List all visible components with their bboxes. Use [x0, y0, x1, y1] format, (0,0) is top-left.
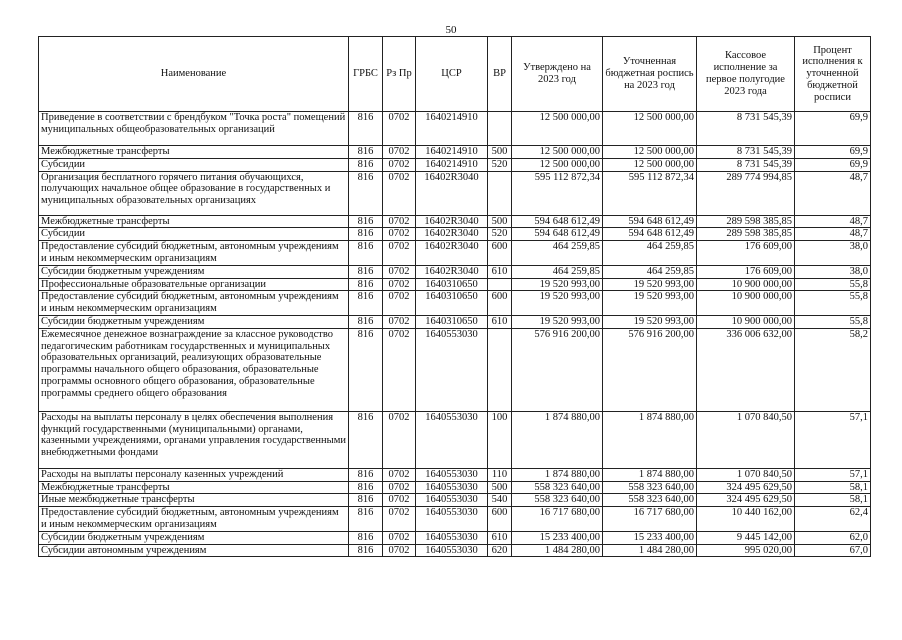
- table-row: [39, 494, 871, 507]
- row-cash: 8 731 545,39: [697, 158, 795, 171]
- row-cash: 10 440 162,00: [697, 507, 795, 532]
- row-name: Расходы на выплаты персоналу казенных учреждений: [39, 468, 349, 481]
- row-name: Межбюджетные трансферты: [39, 481, 349, 494]
- row-vr: [488, 278, 512, 291]
- col-header-rzpr: Рз Пр: [383, 37, 416, 112]
- row-csr: 16402R3040: [416, 228, 488, 241]
- row-cash: 10 900 000,00: [697, 291, 795, 316]
- row-grbs: 816: [349, 241, 383, 266]
- row-approved: 1 484 280,00: [512, 544, 603, 557]
- row-vr: 610: [488, 315, 512, 328]
- table-row: [39, 228, 871, 241]
- table-row: [39, 544, 871, 557]
- table-row: [39, 241, 871, 266]
- row-name: Ежемесячное денежное вознаграждение за классное руководство педагогическим работникам государственных и муниципальных образовательных организаций, реализующих образовательные программы начального общего образования, образовательные программы основного общего образования, образовательные программы среднего общего образования: [39, 328, 349, 411]
- row-csr: 1640553030: [416, 544, 488, 557]
- row-rzpr: 0702: [383, 278, 416, 291]
- row-name: Субсидии: [39, 158, 349, 171]
- row-csr: 1640553030: [416, 468, 488, 481]
- row-refined: 19 520 993,00: [603, 315, 697, 328]
- row-refined: 1 484 280,00: [603, 544, 697, 557]
- col-header-percent: Процент исполнения к уточненной бюджетной росписи: [795, 37, 871, 112]
- row-vr: 600: [488, 507, 512, 532]
- row-grbs: 816: [349, 291, 383, 316]
- row-cash: 289 598 385,85: [697, 228, 795, 241]
- row-csr: 1640214910: [416, 158, 488, 171]
- row-cash: 289 774 994,85: [697, 171, 795, 215]
- row-rzpr: 0702: [383, 291, 416, 316]
- row-vr: 540: [488, 494, 512, 507]
- table-row: [39, 146, 871, 159]
- row-cash: 8 731 545,39: [697, 112, 795, 146]
- row-cash: 8 731 545,39: [697, 146, 795, 159]
- row-name: Субсидии: [39, 228, 349, 241]
- row-grbs: 816: [349, 411, 383, 468]
- row-cash: 176 609,00: [697, 241, 795, 266]
- row-grbs: 816: [349, 468, 383, 481]
- table-row: [39, 507, 871, 532]
- table-row: [39, 315, 871, 328]
- row-percent: 48,7: [795, 228, 871, 241]
- row-cash: 289 598 385,85: [697, 215, 795, 228]
- table-row: [39, 328, 871, 411]
- row-refined: 1 874 880,00: [603, 411, 697, 468]
- row-refined: 16 717 680,00: [603, 507, 697, 532]
- row-grbs: 816: [349, 278, 383, 291]
- row-csr: 1640214910: [416, 146, 488, 159]
- row-vr: 110: [488, 468, 512, 481]
- table-row: [39, 291, 871, 316]
- table-row: [39, 171, 871, 215]
- row-grbs: 816: [349, 531, 383, 544]
- row-name: Расходы на выплаты персоналу в целях обеспечения выполнения функций государственными (муниципальными) органами, казенными учреждениями, органами управления государственными внебюджетными фондами: [39, 411, 349, 468]
- row-csr: 1640310650: [416, 315, 488, 328]
- row-name: Предоставление субсидий бюджетным, автономным учреждениям и иным некоммерческим организациям: [39, 241, 349, 266]
- row-cash: 10 900 000,00: [697, 315, 795, 328]
- row-rzpr: 0702: [383, 468, 416, 481]
- table-row: [39, 468, 871, 481]
- row-refined: 558 323 640,00: [603, 481, 697, 494]
- row-refined: 12 500 000,00: [603, 146, 697, 159]
- row-csr: 16402R3040: [416, 241, 488, 266]
- row-percent: 48,7: [795, 215, 871, 228]
- row-csr: 16402R3040: [416, 265, 488, 278]
- row-percent: 69,9: [795, 158, 871, 171]
- row-rzpr: 0702: [383, 215, 416, 228]
- row-vr: 610: [488, 265, 512, 278]
- row-refined: 558 323 640,00: [603, 494, 697, 507]
- row-cash: 10 900 000,00: [697, 278, 795, 291]
- row-csr: 1640310650: [416, 291, 488, 316]
- row-approved: 12 500 000,00: [512, 146, 603, 159]
- row-name: Предоставление субсидий бюджетным, автономным учреждениям и иным некоммерческим организациям: [39, 291, 349, 316]
- row-percent: 48,7: [795, 171, 871, 215]
- row-approved: 19 520 993,00: [512, 291, 603, 316]
- row-refined: 576 916 200,00: [603, 328, 697, 411]
- row-rzpr: 0702: [383, 544, 416, 557]
- row-vr: 500: [488, 146, 512, 159]
- row-grbs: 816: [349, 228, 383, 241]
- row-approved: 464 259,85: [512, 241, 603, 266]
- table-row: [39, 215, 871, 228]
- row-refined: 15 233 400,00: [603, 531, 697, 544]
- row-rzpr: 0702: [383, 171, 416, 215]
- table-row: [39, 112, 871, 146]
- col-header-csr: ЦСР: [416, 37, 488, 112]
- row-name: Организация бесплатного горячего питания обучающихся, получающих начальное общее образование в государственных и муниципальных образовательных организациях: [39, 171, 349, 215]
- row-rzpr: 0702: [383, 112, 416, 146]
- row-approved: 15 233 400,00: [512, 531, 603, 544]
- header-row: [39, 37, 871, 112]
- page-number: 50: [445, 24, 457, 36]
- row-percent: 55,8: [795, 315, 871, 328]
- row-name: Межбюджетные трансферты: [39, 215, 349, 228]
- row-approved: 12 500 000,00: [512, 112, 603, 146]
- row-grbs: 816: [349, 265, 383, 278]
- row-name: Межбюджетные трансферты: [39, 146, 349, 159]
- row-approved: 464 259,85: [512, 265, 603, 278]
- row-csr: 1640214910: [416, 112, 488, 146]
- col-header-refined: Уточненная бюджетная роспись на 2023 год: [603, 37, 697, 112]
- row-rzpr: 0702: [383, 507, 416, 532]
- row-rzpr: 0702: [383, 328, 416, 411]
- table-row: [39, 158, 871, 171]
- col-header-grbs: ГРБС: [349, 37, 383, 112]
- row-vr: 620: [488, 544, 512, 557]
- row-grbs: 816: [349, 146, 383, 159]
- row-vr: 100: [488, 411, 512, 468]
- row-approved: 594 648 612,49: [512, 228, 603, 241]
- row-csr: 1640553030: [416, 328, 488, 411]
- row-percent: 69,9: [795, 112, 871, 146]
- row-approved: 576 916 200,00: [512, 328, 603, 411]
- row-csr: 1640553030: [416, 507, 488, 532]
- row-rzpr: 0702: [383, 158, 416, 171]
- row-vr: 600: [488, 241, 512, 266]
- col-header-vr: ВР: [488, 37, 512, 112]
- row-refined: 19 520 993,00: [603, 278, 697, 291]
- col-header-approved: Утверждено на 2023 год: [512, 37, 603, 112]
- table-row: [39, 481, 871, 494]
- row-name: Субсидии бюджетным учреждениям: [39, 531, 349, 544]
- row-grbs: 816: [349, 112, 383, 146]
- row-grbs: 816: [349, 215, 383, 228]
- row-name: Субсидии автономным учреждениям: [39, 544, 349, 557]
- row-approved: 1 874 880,00: [512, 468, 603, 481]
- row-csr: 1640553030: [416, 481, 488, 494]
- row-percent: 57,1: [795, 468, 871, 481]
- row-rzpr: 0702: [383, 315, 416, 328]
- row-approved: 19 520 993,00: [512, 315, 603, 328]
- row-percent: 58,1: [795, 494, 871, 507]
- row-name: Субсидии бюджетным учреждениям: [39, 315, 349, 328]
- row-grbs: 816: [349, 315, 383, 328]
- row-rzpr: 0702: [383, 481, 416, 494]
- row-grbs: 816: [349, 171, 383, 215]
- row-grbs: 816: [349, 481, 383, 494]
- row-csr: 1640553030: [416, 531, 488, 544]
- row-rzpr: 0702: [383, 531, 416, 544]
- row-cash: 9 445 142,00: [697, 531, 795, 544]
- row-approved: 1 874 880,00: [512, 411, 603, 468]
- row-rzpr: 0702: [383, 265, 416, 278]
- row-approved: 12 500 000,00: [512, 158, 603, 171]
- row-refined: 594 648 612,49: [603, 215, 697, 228]
- row-vr: 500: [488, 481, 512, 494]
- row-name: Приведение в соответствии с брендбуком "Точка роста" помещений муниципальных общеобразовательных организаций: [39, 112, 349, 146]
- row-vr: [488, 328, 512, 411]
- row-name: Иные межбюджетные трансферты: [39, 494, 349, 507]
- row-cash: 324 495 629,50: [697, 481, 795, 494]
- row-grbs: 816: [349, 494, 383, 507]
- row-csr: 1640553030: [416, 494, 488, 507]
- row-approved: 594 648 612,49: [512, 215, 603, 228]
- row-percent: 58,2: [795, 328, 871, 411]
- row-refined: 464 259,85: [603, 241, 697, 266]
- row-grbs: 816: [349, 158, 383, 171]
- row-name: Субсидии бюджетным учреждениям: [39, 265, 349, 278]
- row-vr: 500: [488, 215, 512, 228]
- row-csr: 1640553030: [416, 411, 488, 468]
- table-row: [39, 265, 871, 278]
- row-approved: 558 323 640,00: [512, 481, 603, 494]
- row-grbs: 816: [349, 507, 383, 532]
- col-header-name: Наименование: [39, 37, 349, 112]
- row-refined: 464 259,85: [603, 265, 697, 278]
- row-percent: 38,0: [795, 241, 871, 266]
- row-percent: 69,9: [795, 146, 871, 159]
- row-refined: 12 500 000,00: [603, 112, 697, 146]
- row-vr: [488, 171, 512, 215]
- row-rzpr: 0702: [383, 411, 416, 468]
- row-cash: 336 006 632,00: [697, 328, 795, 411]
- row-rzpr: 0702: [383, 494, 416, 507]
- row-grbs: 816: [349, 328, 383, 411]
- row-cash: 1 070 840,50: [697, 468, 795, 481]
- row-percent: 55,8: [795, 278, 871, 291]
- row-refined: 1 874 880,00: [603, 468, 697, 481]
- row-percent: 67,0: [795, 544, 871, 557]
- row-vr: 520: [488, 158, 512, 171]
- row-cash: 324 495 629,50: [697, 494, 795, 507]
- table-row: [39, 531, 871, 544]
- row-approved: 16 717 680,00: [512, 507, 603, 532]
- row-percent: 55,8: [795, 291, 871, 316]
- row-percent: 58,1: [795, 481, 871, 494]
- row-percent: 62,0: [795, 531, 871, 544]
- row-vr: 610: [488, 531, 512, 544]
- row-refined: 595 112 872,34: [603, 171, 697, 215]
- col-header-cash: Кассовое исполнение за первое полугодие 2023 года: [697, 37, 795, 112]
- row-name: Профессиональные образовательные организации: [39, 278, 349, 291]
- row-refined: 594 648 612,49: [603, 228, 697, 241]
- row-percent: 62,4: [795, 507, 871, 532]
- row-name: Предоставление субсидий бюджетным, автономным учреждениям и иным некоммерческим организациям: [39, 507, 349, 532]
- row-vr: 600: [488, 291, 512, 316]
- row-refined: 12 500 000,00: [603, 158, 697, 171]
- row-cash: 176 609,00: [697, 265, 795, 278]
- table-row: [39, 411, 871, 468]
- row-approved: 19 520 993,00: [512, 278, 603, 291]
- table-row: [39, 278, 871, 291]
- row-csr: 16402R3040: [416, 215, 488, 228]
- row-refined: 19 520 993,00: [603, 291, 697, 316]
- row-csr: 1640310650: [416, 278, 488, 291]
- row-rzpr: 0702: [383, 228, 416, 241]
- row-approved: 558 323 640,00: [512, 494, 603, 507]
- budget-table: [38, 36, 871, 557]
- row-vr: 520: [488, 228, 512, 241]
- row-rzpr: 0702: [383, 241, 416, 266]
- row-approved: 595 112 872,34: [512, 171, 603, 215]
- row-vr: [488, 112, 512, 146]
- row-grbs: 816: [349, 544, 383, 557]
- row-csr: 16402R3040: [416, 171, 488, 215]
- row-percent: 38,0: [795, 265, 871, 278]
- row-percent: 57,1: [795, 411, 871, 468]
- row-cash: 1 070 840,50: [697, 411, 795, 468]
- row-rzpr: 0702: [383, 146, 416, 159]
- row-cash: 995 020,00: [697, 544, 795, 557]
